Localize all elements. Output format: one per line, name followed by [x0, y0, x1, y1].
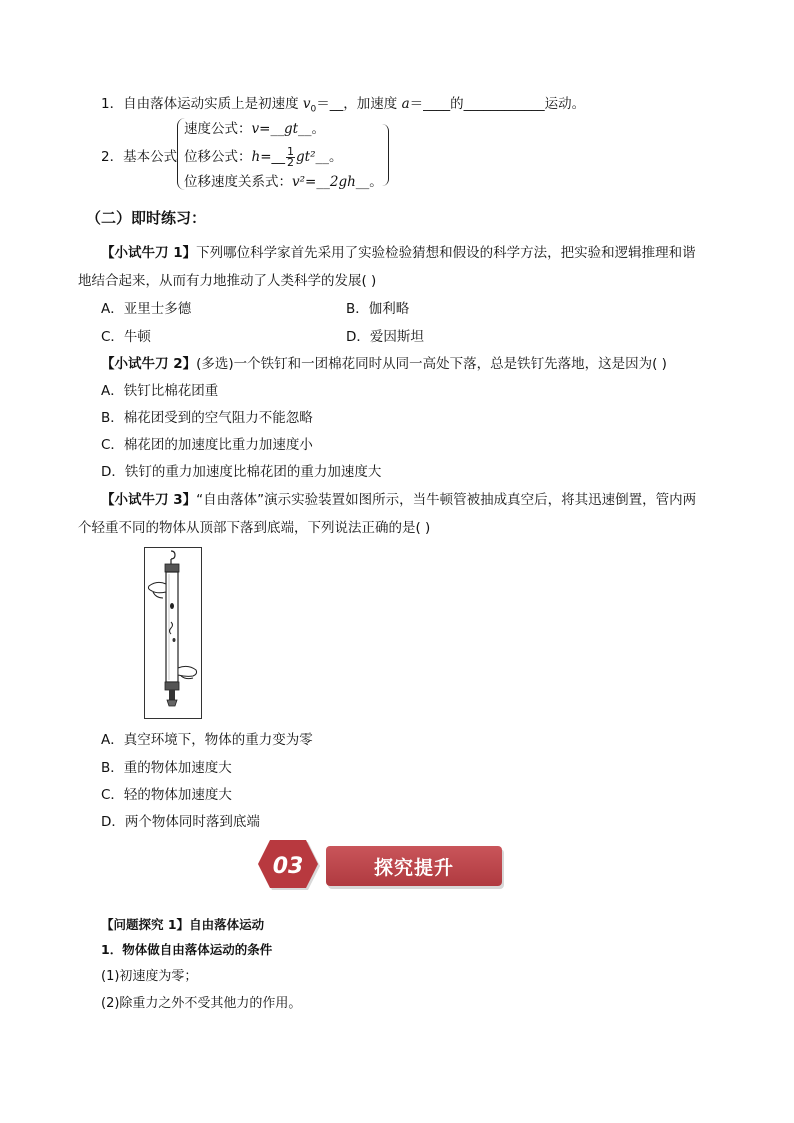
- q2-option-a: A．铁钉比棉花团重: [101, 383, 219, 399]
- inquiry-condition-2: (2)除重力之外不受其他力的作用。: [101, 996, 302, 1011]
- inquiry-subheading: 1．物体做自由落体运动的条件: [101, 942, 273, 957]
- item1-blank3: ____________: [463, 96, 545, 112]
- q2-option-d: D．铁钉的重力加速度比棉花团的重力加速度大: [101, 464, 382, 480]
- item1-eq2: ＝: [409, 96, 424, 112]
- item1-blank2: ____: [423, 96, 451, 112]
- f2-den: 2: [287, 155, 295, 169]
- q2-tag: 【小试牛刀 2】: [101, 356, 197, 372]
- f2-num: 1: [287, 144, 295, 158]
- formula-velocity: [184, 120, 325, 138]
- section3-number-badge: [256, 840, 320, 892]
- q3-line1: [101, 491, 696, 509]
- q3-option-a: A．真空环境下，物体的重力变为零: [101, 732, 313, 748]
- f2-var: h: [251, 149, 261, 165]
- q3-line2: 个轻重不同的物体从顶部下落到底端，下列说法正确的是( ): [78, 520, 431, 536]
- q3-option-d: D．两个物体同时落到底端: [101, 814, 260, 830]
- q1-line1: [101, 244, 696, 262]
- f1-end: 。: [311, 121, 326, 137]
- q3-option-c: C．轻的物体加速度大: [101, 787, 232, 803]
- item1-v0-sub: 0: [310, 104, 317, 115]
- q3-stem-1: “自由落体”演示实验装置如图所示，当牛顿管被抽成真空后，将其迅速倒置，管内两: [196, 492, 697, 508]
- summary-item-1: [101, 95, 585, 119]
- f3-var: v²: [292, 174, 306, 190]
- f1-answer: __gt__: [270, 121, 312, 137]
- formula-displacement: [184, 144, 343, 170]
- section3-banner: [326, 846, 502, 886]
- inquiry-tag: 【问题探究 1】: [101, 917, 190, 932]
- f2-eq: =: [260, 149, 272, 165]
- f2-label: 位移公式：: [184, 149, 252, 165]
- section3-number: 03: [272, 854, 304, 879]
- f1-label: 速度公式：: [184, 121, 252, 137]
- q2-stem: (多选)一个铁钉和一团棉花同时从同一高处下落，总是铁钉先落地，这是因为( ): [196, 356, 667, 372]
- formula-brace-right: [382, 124, 389, 186]
- formula-velocity-displacement: [184, 173, 383, 191]
- item1-blank1: __: [329, 96, 344, 112]
- item1-end: 运动。: [544, 96, 586, 112]
- q1-option-a: A．亚里士多德: [101, 301, 192, 317]
- section3-title: 探究提升: [373, 856, 454, 879]
- inquiry-title: 自由落体运动: [189, 917, 265, 932]
- newton-tube-figure: [144, 547, 202, 719]
- newton-tube-illustration: [145, 548, 201, 718]
- f2-pre: __: [271, 149, 286, 165]
- item1-v0: v: [302, 96, 311, 112]
- q1-line2: 地结合起来，从而有力地推动了人类科学的发展( ): [78, 273, 377, 289]
- item1-eq: ＝: [316, 96, 330, 112]
- item1-prefix: 1．自由落体运动实质上是初速度: [101, 96, 303, 112]
- q3-tag: 【小试牛刀 3】: [101, 492, 197, 508]
- summary-item-2-label: 2．基本公式: [101, 149, 178, 165]
- q1-option-c: C．牛顿: [101, 329, 151, 345]
- f1-var: v: [251, 121, 260, 137]
- section2-title: （二）即时练习：: [86, 209, 207, 227]
- f2-answer: gt²__: [296, 149, 329, 165]
- q1-stem-1: 下列哪位科学家首先采用了实验检验猜想和假设的科学方法，把实验和逻辑推理和谐: [196, 245, 696, 261]
- f3-answer: __2gh__: [316, 174, 370, 190]
- f3-end: 。: [369, 174, 383, 190]
- item1-a: a: [401, 96, 410, 112]
- q3-option-b: B．重的物体加速度大: [101, 760, 232, 776]
- inquiry-heading: [101, 916, 264, 934]
- item1-de: 的: [450, 96, 464, 112]
- q1-option-b: B．伽利略: [346, 301, 410, 317]
- q2-line1: [101, 355, 667, 373]
- q2-option-b: B．棉花团受到的空气阻力不能忽略: [101, 410, 313, 426]
- f2-fraction: [286, 144, 295, 169]
- q1-tag: 【小试牛刀 1】: [101, 245, 197, 261]
- f1-eq: =: [259, 121, 271, 137]
- f2-end: 。: [329, 149, 343, 165]
- f3-label: 位移速度关系式：: [184, 174, 292, 190]
- f3-eq: =: [305, 174, 317, 190]
- item1-mid: ，加速度: [343, 96, 402, 112]
- q1-option-d: D．爱因斯坦: [346, 329, 424, 345]
- inquiry-condition-1: (1)初速度为零；: [101, 969, 198, 984]
- q2-option-c: C．棉花团的加速度比重力加速度小: [101, 437, 313, 453]
